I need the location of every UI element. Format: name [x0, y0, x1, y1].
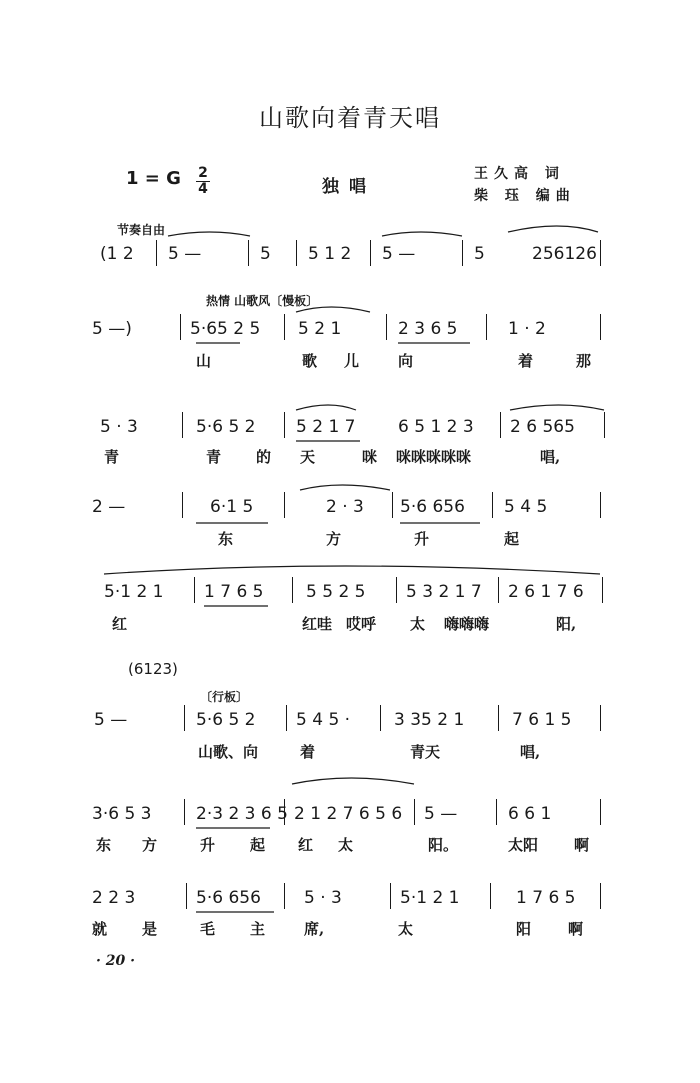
- slur: [300, 485, 390, 490]
- slur: [510, 405, 604, 410]
- system-5-lyric-5: 嗨嗨嗨: [444, 615, 490, 633]
- system-5-lyric-1: 红: [112, 615, 128, 633]
- system-5-bar-1: 5·1 2 1: [104, 582, 164, 602]
- system-3-lyric-4: 天: [300, 448, 316, 466]
- system-8-bar-2: 5·6 656: [196, 888, 261, 908]
- system-8-lyric-3: 毛: [200, 920, 216, 938]
- page-number: · 20 ·: [96, 953, 135, 969]
- system-6-bar-4: 3 35 2 1: [394, 710, 465, 730]
- system-3-lyric-7: 唱,: [540, 448, 561, 466]
- system-3-lyric-1: 青: [104, 448, 120, 466]
- system-4-bar-4: 5·6 656: [400, 497, 465, 517]
- system-2-lyric-4: 向: [398, 352, 414, 370]
- system-3-lyric-5: 咪: [362, 448, 378, 466]
- system-7-bar-3: 2 1 2 7 6 5 6: [294, 804, 403, 824]
- system-8-lyric-8: 啊: [568, 920, 584, 938]
- system-8-lyric-1: 就: [92, 920, 108, 938]
- system-3-bar-5: 2 6 565: [510, 417, 575, 437]
- system-4-bar-5: 5 4 5: [504, 497, 548, 517]
- system-3-bar-3: 5 2 1 7: [296, 417, 356, 437]
- system-3-lyric-2: 青: [206, 448, 222, 466]
- system-5-bar-2: 1 7 6 5: [204, 582, 264, 602]
- slur: [292, 778, 414, 784]
- system-1-bar-2: 5 —: [168, 244, 202, 264]
- slur: [382, 232, 462, 236]
- system-7-lyric-5: 红: [298, 836, 314, 854]
- system-7-lyric-6: 太: [338, 836, 354, 854]
- slur: [104, 566, 600, 574]
- system-3-bar-1: 5 · 3: [100, 417, 138, 437]
- system-4-bar-3: 2 · 3: [326, 497, 364, 517]
- system-8-bar-5: 1 7 6 5: [516, 888, 576, 908]
- system-4-lyric-2: 方: [326, 530, 342, 548]
- tempo-free: 节奏自由: [117, 223, 166, 237]
- system-2-lyric-2: 歌: [302, 352, 318, 370]
- system-2-lyric-1: 山: [196, 352, 212, 370]
- time-signature-bottom: 4: [196, 181, 210, 197]
- system-7-lyric-2: 方: [142, 836, 158, 854]
- system-6-bar-5: 7 6 1 5: [512, 710, 572, 730]
- system-5-lyric-2: 红哇: [302, 615, 333, 633]
- key-signature: 1 = G: [126, 168, 181, 189]
- system-2-bar-4: 2 3 6 5: [398, 319, 458, 339]
- slur: [296, 307, 370, 312]
- system-8-bar-3: 5 · 3: [304, 888, 342, 908]
- system-4-lyric-4: 起: [504, 530, 520, 548]
- system-6-lyric-4: 唱,: [520, 743, 541, 761]
- system-3-lyric-3: 的: [256, 448, 272, 466]
- system-6-lyric-2: 着: [300, 743, 316, 761]
- lyricist-credit: 王久高 词: [474, 166, 565, 182]
- system-5-bar-5: 2 6 1 7 6: [508, 582, 584, 602]
- system-5-lyric-6: 阳,: [556, 615, 577, 633]
- system-5-lyric-4: 太: [410, 615, 426, 633]
- system-3-lyric-6: 咪咪咪咪咪: [396, 448, 472, 466]
- system-1-bar-3: 5: [260, 244, 271, 264]
- system-2-bar-3: 5 2 1: [298, 319, 342, 339]
- system-1-bar-7: 256126: [532, 244, 597, 264]
- system-8-lyric-7: 阳: [516, 920, 532, 938]
- system-2-bar-1: 5 —): [92, 319, 132, 339]
- system-8-lyric-4: 主: [250, 920, 266, 938]
- system-2-bar-5: 1 · 2: [508, 319, 546, 339]
- system-8-bar-4: 5·1 2 1: [400, 888, 460, 908]
- system-5-bar-4: 5 3 2 1 7: [406, 582, 482, 602]
- system-6-bar-2: 5·6 5 2: [196, 710, 256, 730]
- system-4-lyric-1: 东: [218, 530, 234, 548]
- system-7-lyric-3: 升: [200, 836, 216, 854]
- system-3-bar-4: 6 5 1 2 3: [398, 417, 474, 437]
- slur: [508, 226, 598, 232]
- system-5-lyric-3: 哎呼: [346, 615, 377, 633]
- system-4-lyric-3: 升: [414, 530, 430, 548]
- system-8-lyric-2: 是: [142, 920, 158, 938]
- system-8-lyric-6: 太: [398, 920, 414, 938]
- system-6-bar-3: 5 4 5 ·: [296, 710, 351, 730]
- alt-notes: (6123): [128, 660, 178, 678]
- system-7-lyric-1: 东: [96, 836, 112, 854]
- system-4-bar-1: 2 —: [92, 497, 126, 517]
- system-7-bar-1: 3·6 5 3: [92, 804, 152, 824]
- system-2-lyric-3: 儿: [344, 352, 360, 370]
- system-3-bar-2: 5·6 5 2: [196, 417, 256, 437]
- tempo-verse: 热情 山歌风〔慢板〕: [206, 294, 319, 308]
- time-signature-top: 2: [198, 165, 208, 181]
- system-6-bar-1: 5 —: [94, 710, 128, 730]
- system-7-bar-5: 6 6 1: [508, 804, 552, 824]
- system-2-lyric-6: 那: [576, 352, 592, 370]
- page-title: 山歌向着青天唱: [259, 104, 441, 132]
- system-1-bar-4: 5 1 2: [308, 244, 352, 264]
- system-6-lyric-3: 青天: [410, 743, 441, 761]
- system-7-bar-2: 2·3 2 3 6 5: [196, 804, 288, 824]
- system-7-lyric-8: 太阳: [508, 836, 539, 854]
- slur: [168, 232, 250, 236]
- system-6-lyric-1: 山歌、向: [198, 743, 259, 761]
- composer-credit: 柴 珏 编曲: [474, 188, 576, 204]
- system-7-lyric-7: 阳。: [428, 836, 459, 854]
- performance-type: 独唱: [322, 177, 376, 197]
- system-1-bar-1: (1 2: [100, 244, 134, 264]
- system-7-lyric-4: 起: [250, 836, 266, 854]
- system-1-bar-5: 5 —: [382, 244, 416, 264]
- system-2-bar-2: 5·65 2 5: [190, 319, 261, 339]
- system-7-lyric-9: 啊: [574, 836, 590, 854]
- system-1-bar-6: 5: [474, 244, 485, 264]
- system-8-lyric-5: 席,: [304, 920, 325, 938]
- slur: [296, 405, 356, 410]
- system-4-bar-2: 6·1 5: [210, 497, 254, 517]
- system-7-bar-4: 5 —: [424, 804, 458, 824]
- system-2-lyric-5: 着: [518, 352, 534, 370]
- tempo-allegro: 〔行板〕: [200, 690, 249, 704]
- system-5-bar-3: 5 5 2 5: [306, 582, 366, 602]
- system-8-bar-1: 2 2 3: [92, 888, 136, 908]
